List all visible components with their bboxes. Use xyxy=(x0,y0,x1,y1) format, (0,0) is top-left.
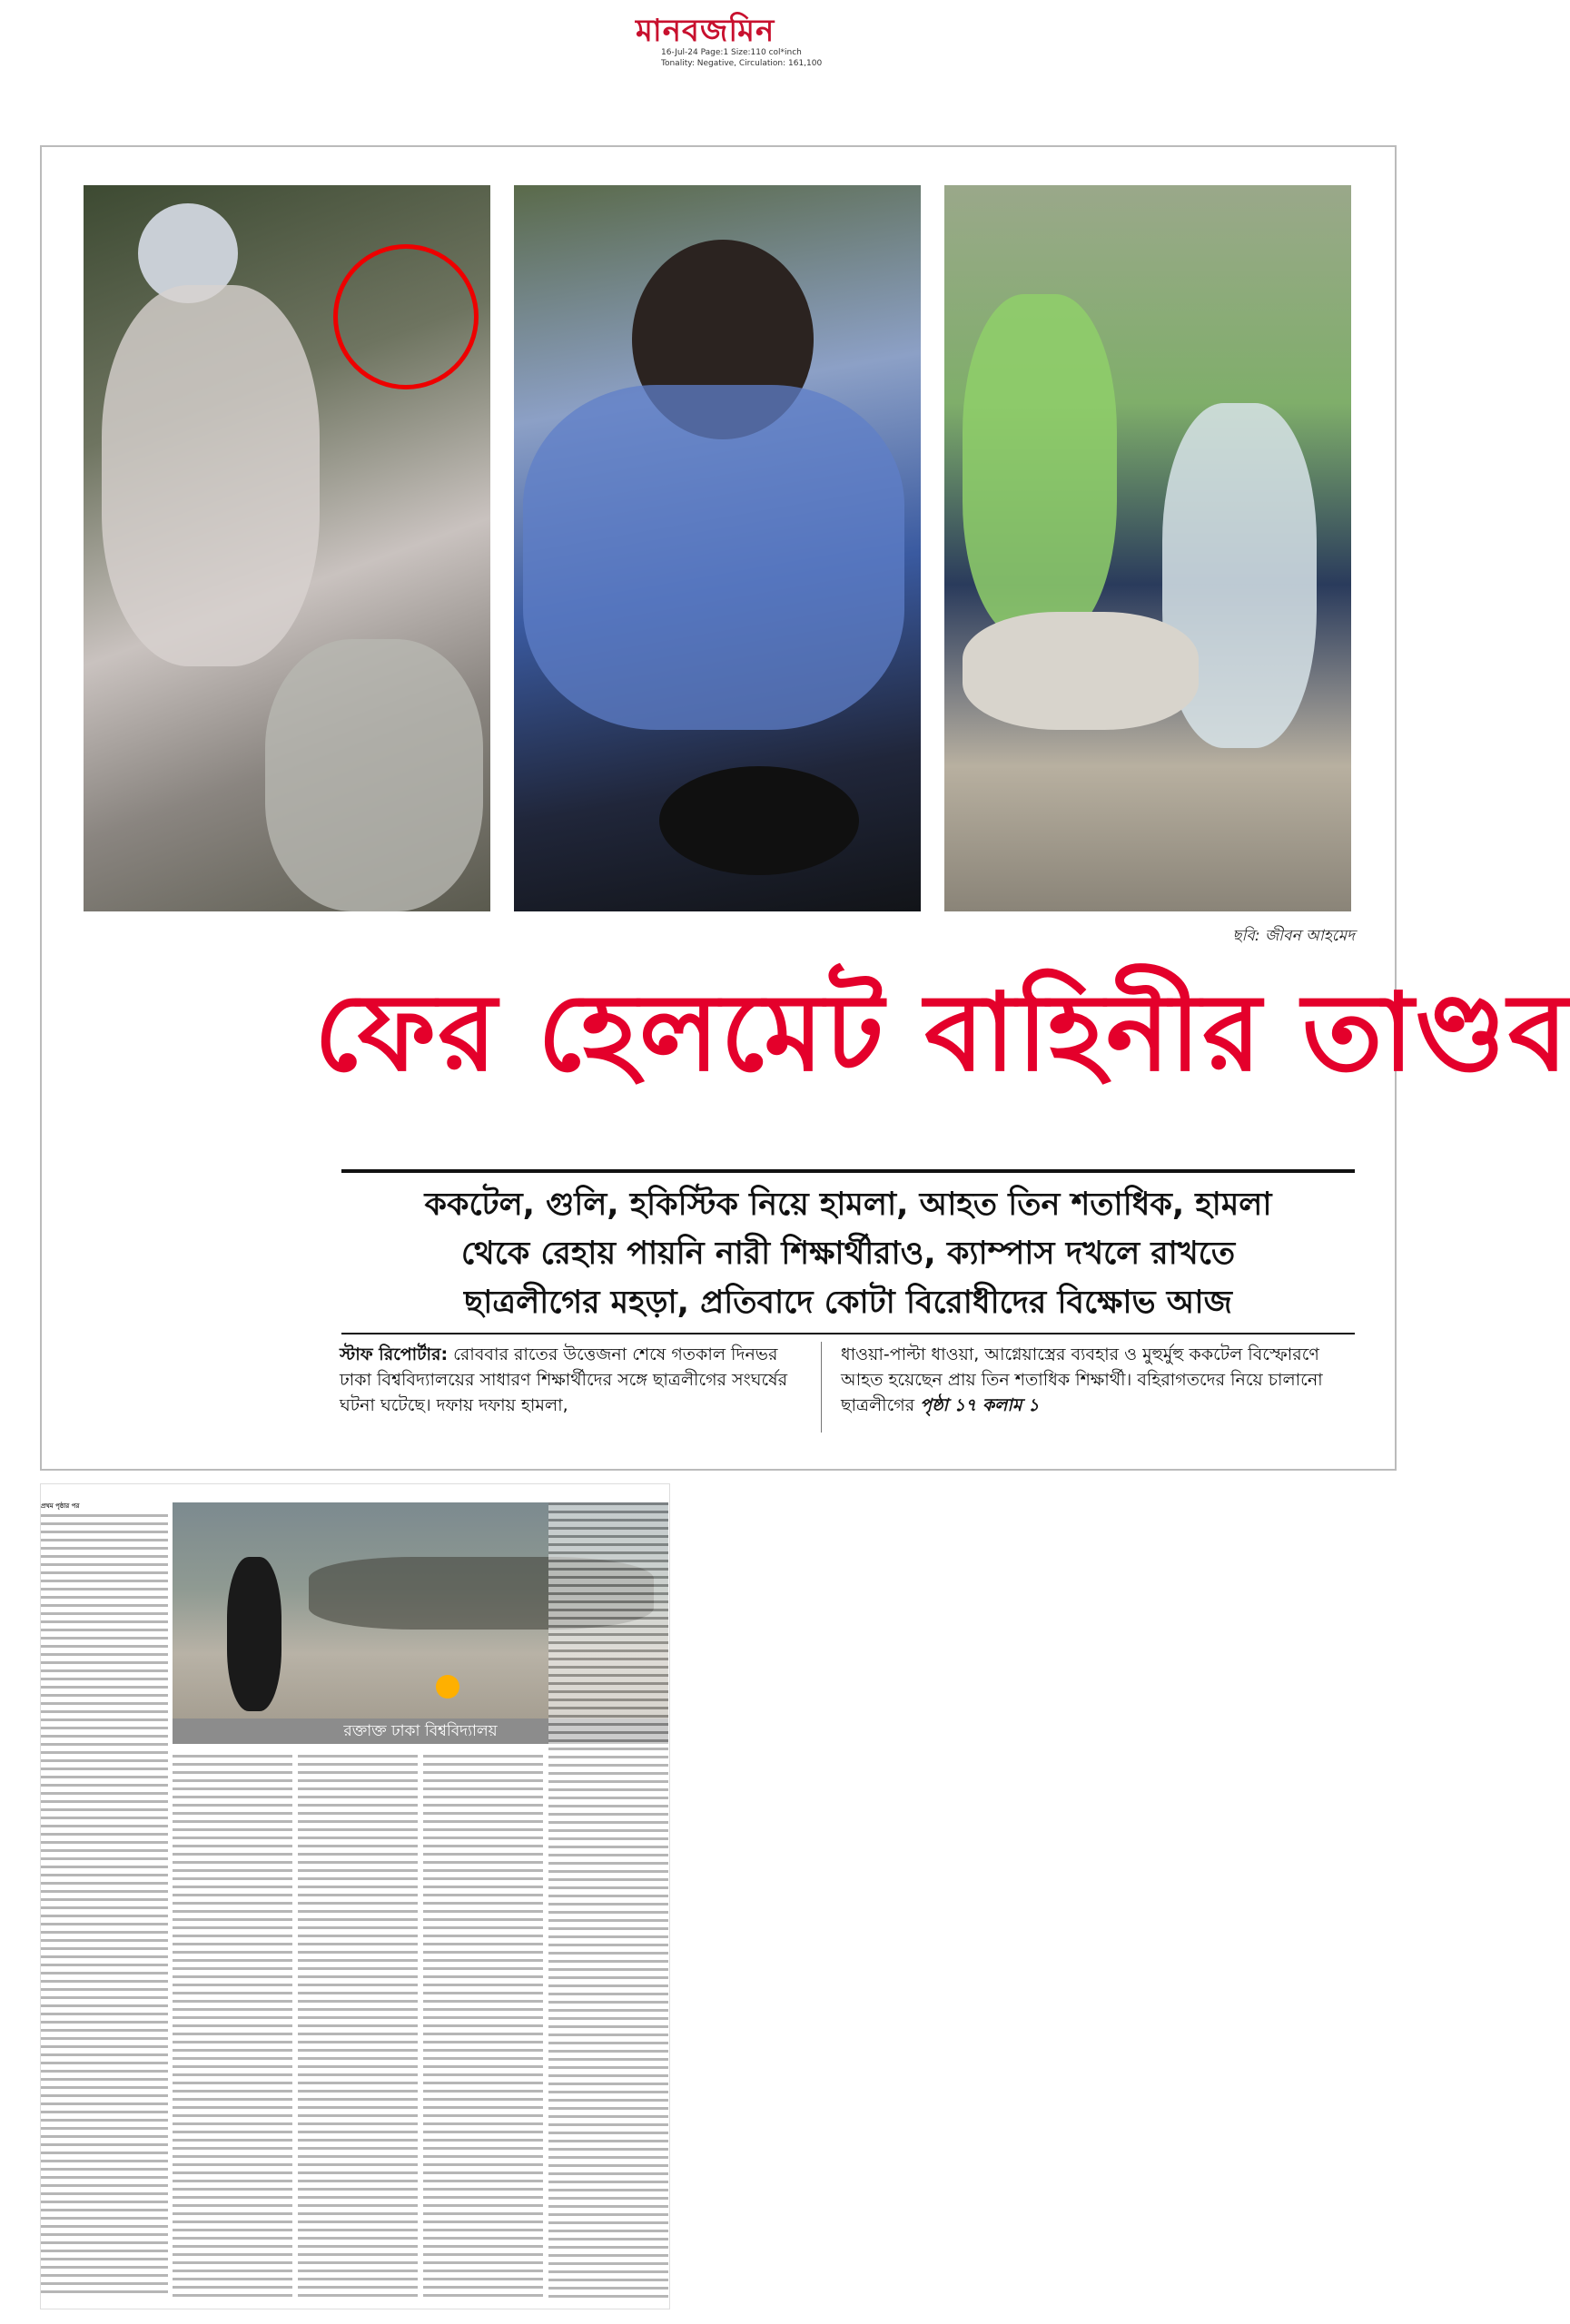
front-page-clipping xyxy=(40,145,1570,1471)
inside-photo-caption: রক্তাক্ত ঢাকা বিশ্ববিদ্যালয় xyxy=(173,1718,668,1744)
body-text-column xyxy=(423,1755,543,2299)
torso-figure xyxy=(102,285,320,666)
body-text-column xyxy=(298,1755,418,2299)
continuation-note: পৃষ্ঠা ১৭ কলাম ১ xyxy=(920,1395,1040,1415)
jump-column xyxy=(41,1502,168,2301)
photo-credit: ছবি: জীবন আহমেদ xyxy=(1232,927,1355,945)
body-text-block xyxy=(41,1514,168,2295)
lead-paragraph-left xyxy=(340,1342,794,1418)
photo-injured-student xyxy=(514,185,921,911)
highlight-circle xyxy=(333,244,479,389)
subheadline-line: থেকে রেহায় পায়নি নারী শিক্ষার্থীরাও, ক্যাম্পাস দখলে রাখতে xyxy=(460,1236,1236,1272)
publication-info xyxy=(661,47,861,69)
lead-paragraph-right xyxy=(841,1342,1349,1418)
subheadline xyxy=(341,1180,1355,1327)
publication-info-line: Tonality: Negative, Circulation: 161,100 xyxy=(661,59,823,68)
masthead xyxy=(636,7,823,68)
body-text-column xyxy=(173,1755,292,2299)
photo-helmeted-gunman xyxy=(84,185,490,911)
helmet-in-hand-figure xyxy=(659,766,859,875)
subheadline-line: ছাত্রলীগের মহড়া, প্রতিবাদে কোটা বিরোধীদের বিক্ষোভ আজ xyxy=(464,1285,1232,1321)
lead-text: রোববার রাতের উত্তেজনা শেষে গতকাল দিনভর ঢাকা বিশ্ববিদ্যালয়ের সাধারণ শিক্ষার্থীদের সঙ্গে ছাত্রলীগের সংঘর্ষের ঘটনা ঘটেছে। দফায় দফায় হামলা, xyxy=(340,1344,788,1415)
byline: স্টাফ রিপোর্টার: xyxy=(340,1344,449,1364)
headline-rule xyxy=(341,1169,1355,1173)
fallen-victim-figure xyxy=(963,612,1199,730)
attacker-figure xyxy=(963,294,1117,639)
jump-label: প্রথম পৃষ্ঠার পর xyxy=(41,1502,80,1510)
crouching-figure xyxy=(265,639,483,911)
photo-beating-scene xyxy=(944,185,1351,911)
subheadline-rule xyxy=(341,1333,1355,1334)
shirt-figure xyxy=(523,385,904,730)
fire-figure xyxy=(436,1675,459,1699)
column-divider xyxy=(821,1342,822,1433)
inside-page-clipping xyxy=(40,1483,670,2309)
newspaper-logo: মানবজমিন xyxy=(636,13,775,49)
body-text-column xyxy=(548,1502,668,2299)
lead-text: ধাওয়া-পাল্টা ধাওয়া, আগ্নেয়াস্ত্রের ব্যবহার ও মুহুর্মুহু ককটেল বিস্ফোরণে আহত হয়েছেন প্রায় তিন শতাধিক শিক্ষার্থী। বহিরাগতদের নিয়ে চালানো ছাত্রলীগের xyxy=(841,1344,1323,1415)
helmeted-attacker-figure xyxy=(227,1557,281,1711)
subheadline-line: ককটেল, গুলি, হকিস্টিক নিয়ে হামলা, আহত তিন শতাধিক, হামলা xyxy=(424,1187,1272,1223)
headline: ফের হেলমেট বাহিনীর তাণ্ডব xyxy=(314,969,1570,1095)
publication-info-line: 16-Jul-24 Page:1 Size:110 col*inch xyxy=(661,48,802,57)
